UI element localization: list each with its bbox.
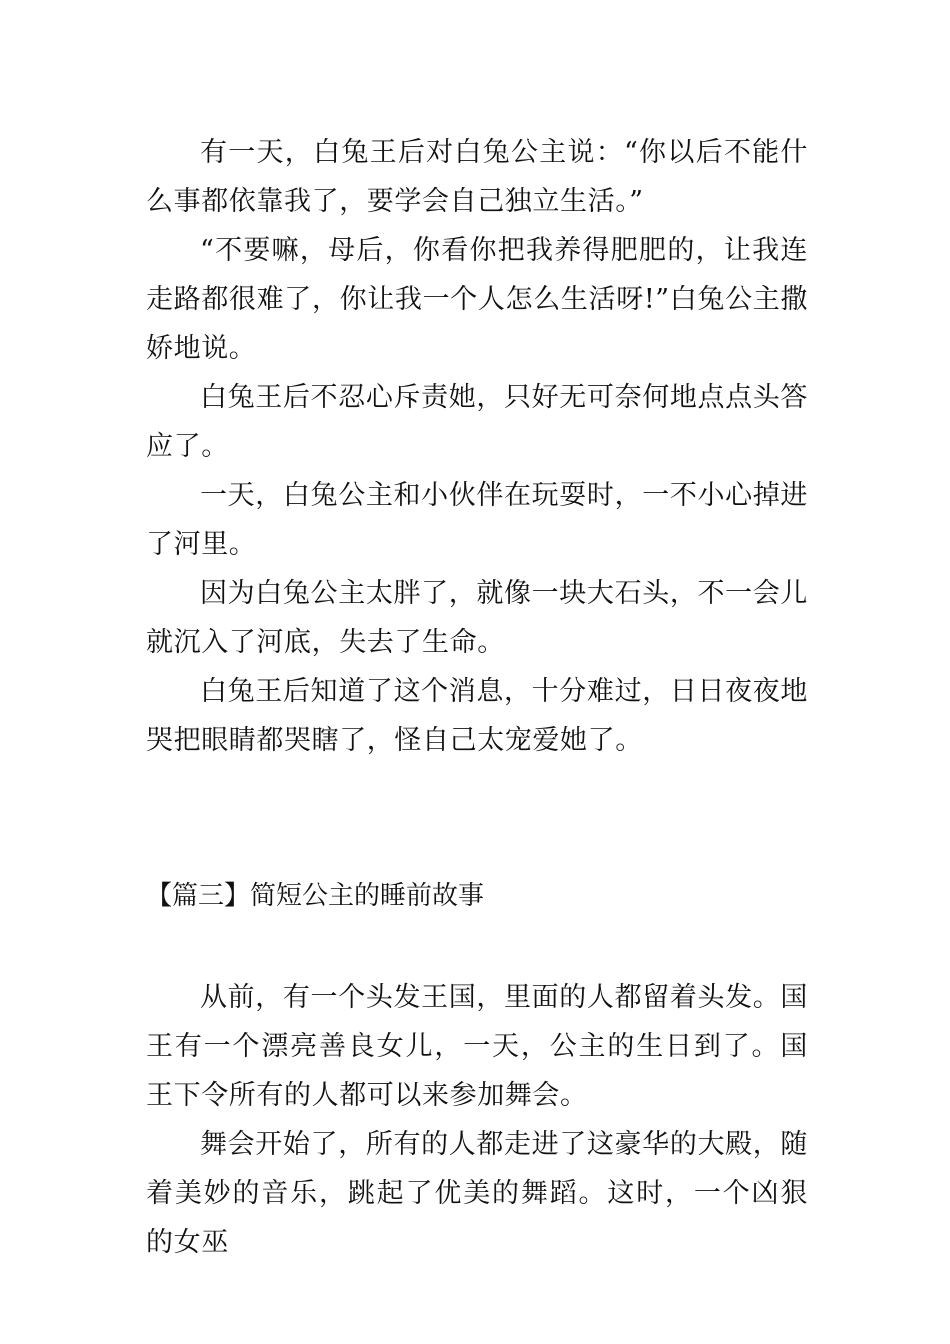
story-section-two — [146, 973, 808, 1267]
story-section-one — [146, 128, 808, 765]
paragraph: 从前，有一个头发王国，里面的人都留着头发。国王有一个漂亮善良女儿，一天，公主的生日到了。国王下令所有的人都可以来参加舞会。 — [146, 982, 808, 1111]
section-heading: 【篇三】简短公主的睡前故事 — [146, 881, 485, 911]
paragraph: 因为白兔公主太胖了，就像一块大石头，不一会儿就沉入了河底，失去了生命。 — [146, 578, 808, 658]
paragraph: 舞会开始了，所有的人都走进了这豪华的大殿，随着美妙的音乐，跳起了优美的舞蹈。这时，一个凶狠的女巫 — [146, 1129, 808, 1258]
paragraph: 白兔王后不忍心斥责她，只好无可奈何地点点头答应了。 — [146, 382, 808, 462]
paragraph: “不要嘛，母后，你看你把我养得肥肥的，让我连走路都很难了，你让我一个人怎么生活呀!”白兔公主撒娇地说。 — [146, 235, 808, 364]
paragraph: 有一天，白兔王后对白兔公主说：“你以后不能什么事都依靠我了，要学会自己独立生活。” — [146, 137, 808, 217]
paragraph: 一天，白兔公主和小伙伴在玩耍时，一不小心掉进了河里。 — [146, 480, 808, 560]
paragraph: 白兔王后知道了这个消息，十分难过，日日夜夜地哭把眼睛都哭瞎了，怪自己太宠爱她了。 — [146, 676, 808, 756]
